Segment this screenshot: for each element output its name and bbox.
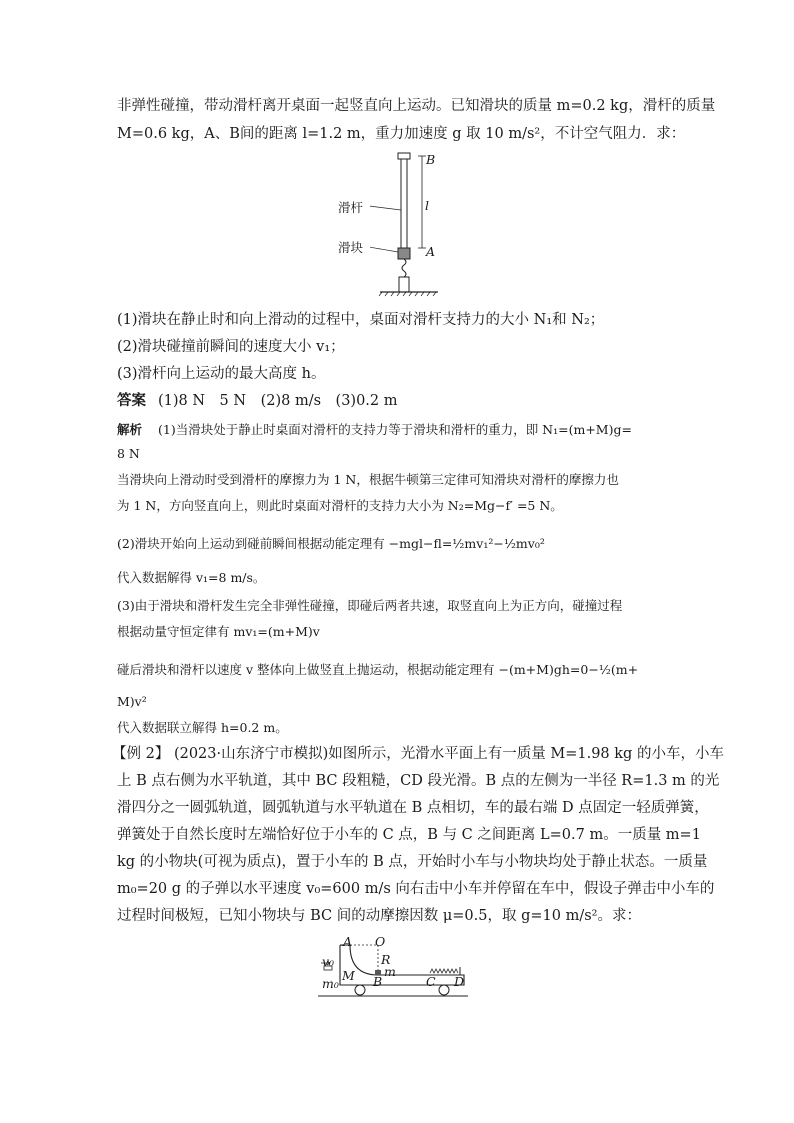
- fig2-label-v0: v₀: [322, 954, 335, 969]
- fig1-label-block: 滑块: [338, 240, 364, 255]
- example2-line-4: 弹簧处于自然长度时左端恰好位于小车的 C 点，B 与 C 之间距离 L=0.7 m。一质量 m=1: [117, 827, 701, 843]
- fig2-label-M: M: [342, 968, 355, 983]
- question-1: (1)滑块在静止时和向上滑动的过程中，桌面对滑杆支持力的大小 N₁和 N₂；: [117, 312, 605, 328]
- intro-line-1: 非弹性碰撞，带动滑杆离开桌面一起竖直向上运动。已知滑块的质量 m=0.2 kg，滑杆的质量: [117, 98, 716, 114]
- example2-line-5: kg 的小物块(可视为质点)，置于小车的 B 点，开始时小车与小物块均处于静止状态。一质量: [117, 854, 708, 870]
- fig2-label-B: B: [373, 974, 383, 989]
- analysis-line-1: (1)当滑块处于静止时桌面对滑杆的支持力等于滑块和滑杆的重力，即 N₁=(m+M)g=: [158, 422, 632, 437]
- fig1-label-A: A: [426, 244, 436, 259]
- fig1-label-B: B: [426, 152, 436, 167]
- analysis-line-5: (2)滑块开始向上运动到碰前瞬间根据动能定理有 −mgl−fl=½mv₁²−½mv₀²: [117, 536, 545, 551]
- analysis-line-9: 碰后滑块和滑杆以速度 v 整体向上做竖直上抛运动，根据动能定理有 −(m+M)gh=0−½(m+: [117, 662, 639, 677]
- analysis-line-7: (3)由于滑块和滑杆发生完全非弹性碰撞，即碰后两者共速，取竖直向上为正方向，碰撞过程: [117, 598, 623, 613]
- analysis-line-11: 代入数据联立解得 h=0.2 m。: [117, 720, 288, 735]
- example2-line-7: 过程时间极短，已知小物块与 BC 间的动摩擦因数 μ=0.5，取 g=10 m/s²。求：: [117, 908, 641, 924]
- fig1-label-rod: 滑杆: [338, 200, 364, 215]
- question-3: (3)滑杆向上运动的最大高度 h。: [117, 366, 326, 382]
- analysis-line-10: M)v²: [117, 694, 147, 709]
- fig2-label-D: D: [454, 974, 465, 989]
- example2-line-3: 滑四分之一圆弧轨道，圆弧轨道与水平轨道在 B 点相切，车的最右端 D 点固定一轻质弹簧，: [117, 800, 709, 816]
- fig2-label-C: C: [426, 974, 436, 989]
- intro-line-2: M=0.6 kg，A、B间的距离 l=1.2 m，重力加速度 g 取 10 m/s²，不计空气阻力．求：: [117, 126, 686, 142]
- answer-label: 答案: [117, 392, 146, 409]
- analysis-line-3: 当滑块向上滑动时受到滑杆的摩擦力为 1 N，根据牛顿第三定律可知滑块对滑杆的摩擦力也: [117, 472, 619, 487]
- example2-line-1: 【例 2】 (2023·山东济宁市模拟)如图所示，光滑水平面上有一质量 M=1.98 kg 的小车，小车: [112, 746, 724, 762]
- answer-text: (1)8 N 5 N (2)8 m/s (3)0.2 m: [158, 393, 398, 409]
- fig2-label-m: m: [384, 964, 396, 979]
- fig1-label-l: l: [425, 198, 429, 213]
- analysis-label: 解析: [117, 422, 143, 437]
- fig2-label-O: O: [375, 934, 386, 949]
- analysis-line-2: 8 N: [117, 446, 140, 461]
- fig2-label-R: R: [381, 952, 391, 967]
- rod-slider-figure: [370, 148, 460, 300]
- fig2-label-A: A: [343, 934, 353, 949]
- example2-line-2: 上 B 点右侧为水平轨道，其中 BC 段粗糙，CD 段光滑。B 点的左侧为一半径 R=1.3 m 的光: [117, 773, 720, 789]
- question-2: (2)滑块碰撞前瞬间的速度大小 v₁；: [117, 339, 345, 355]
- analysis-line-8: 根据动量守恒定律有 mv₁=(m+M)v: [117, 624, 320, 639]
- example2-line-6: m₀=20 g 的子弹以水平速度 v₀=600 m/s 向右击中小车并停留在车中，假设子弹击中小车的: [117, 881, 715, 897]
- fig2-label-m0: m₀: [322, 976, 339, 991]
- analysis-line-4: 为 1 N，方向竖直向上，则此时桌面对滑杆的支持力大小为 N₂=Mg−f′ =5 N。: [117, 498, 563, 513]
- analysis-line-6: 代入数据解得 v₁=8 m/s。: [117, 570, 266, 585]
